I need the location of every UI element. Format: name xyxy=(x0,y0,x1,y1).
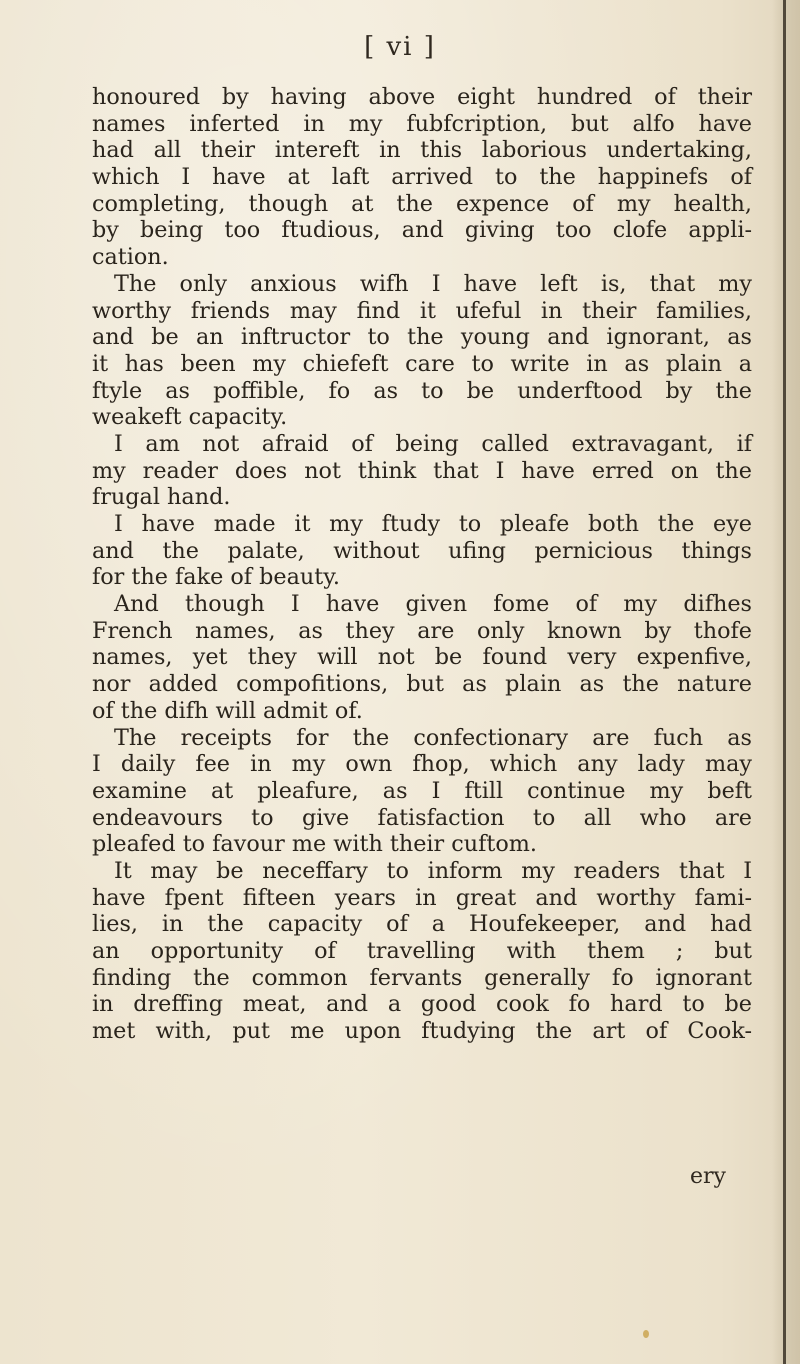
text-line: it has been my chiefeft care to write in as plain a xyxy=(92,350,752,377)
text-line: worthy friends may find it ufeful in their families, xyxy=(92,297,752,324)
text-line: and the palate, without ufing pernicious things xyxy=(92,537,752,564)
ink-smudge xyxy=(643,1330,649,1338)
text-line: ftyle as poffible, fo as to be underftood by the xyxy=(92,377,752,404)
text-line: met with, put me upon ftudying the art of Cook- xyxy=(92,1018,752,1045)
text-line: endeavours to give fatisfaction to all who are xyxy=(92,804,752,831)
text-line: The only anxious wifh I have left is, that my xyxy=(114,270,752,297)
page-edge-shadow xyxy=(772,0,800,1364)
text-line: weakeft capacity. xyxy=(92,404,288,431)
text-line: had all their intereft in this laborious undertaking, xyxy=(92,137,752,164)
text-line: completing, though at the expence of my health, xyxy=(92,190,752,217)
text-line: and be an inftructor to the young and ignorant, as xyxy=(92,324,752,351)
page-number-header: [ vi ] xyxy=(364,32,436,62)
text-line: which I have at laft arrived to the happinefs of xyxy=(92,164,752,191)
binding-edge-line xyxy=(783,0,786,1364)
text-line: lies, in the capacity of a Houfekeeper, and had xyxy=(92,911,752,938)
text-line: names inferted in my fubfcription, but alfo have xyxy=(92,110,752,137)
text-line: frugal hand. xyxy=(92,484,231,511)
text-line: names, yet they will not be found very expenfive, xyxy=(92,644,752,671)
text-line: examine at pleafure, as I ftill continue my beft xyxy=(92,777,752,804)
text-line: pleafed to favour me with their cuftom. xyxy=(92,831,538,858)
text-line: in dreffing meat, and a good cook fo hard to be xyxy=(92,991,752,1018)
text-line: for the fake of beauty. xyxy=(92,564,340,591)
text-line: an opportunity of travelling with them ; but xyxy=(92,938,752,964)
text-line: of the difh will admit of. xyxy=(92,697,363,724)
text-line: I daily fee in my own fhop, which any lady may xyxy=(92,751,752,778)
catchword: ery xyxy=(690,1164,726,1189)
text-line: cation. xyxy=(92,244,169,271)
text-line: nor added compofitions, but as plain as the nature xyxy=(92,671,752,698)
text-line: I have made it my ftudy to pleafe both the eye xyxy=(114,511,752,537)
text-line: I am not afraid of being called extravagant, if xyxy=(114,430,752,457)
text-line: my reader does not think that I have erred on the xyxy=(92,457,752,484)
text-line: It may be neceffary to inform my readers that I xyxy=(114,857,752,884)
text-line: And though I have given fome of my difhes xyxy=(114,591,752,618)
text-line: by being too ftudious, and giving too clofe appli- xyxy=(92,217,752,244)
text-line: finding the common fervants generally fo ignorant xyxy=(92,964,752,991)
body-text xyxy=(92,84,752,1045)
text-line: have fpent fifteen years in great and worthy fami- xyxy=(92,884,752,911)
text-line: The receipts for the confectionary are fuch as xyxy=(114,724,752,751)
text-line: French names, as they are only known by thofe xyxy=(92,617,752,644)
text-line: honoured by having above eight hundred of their xyxy=(92,84,752,110)
